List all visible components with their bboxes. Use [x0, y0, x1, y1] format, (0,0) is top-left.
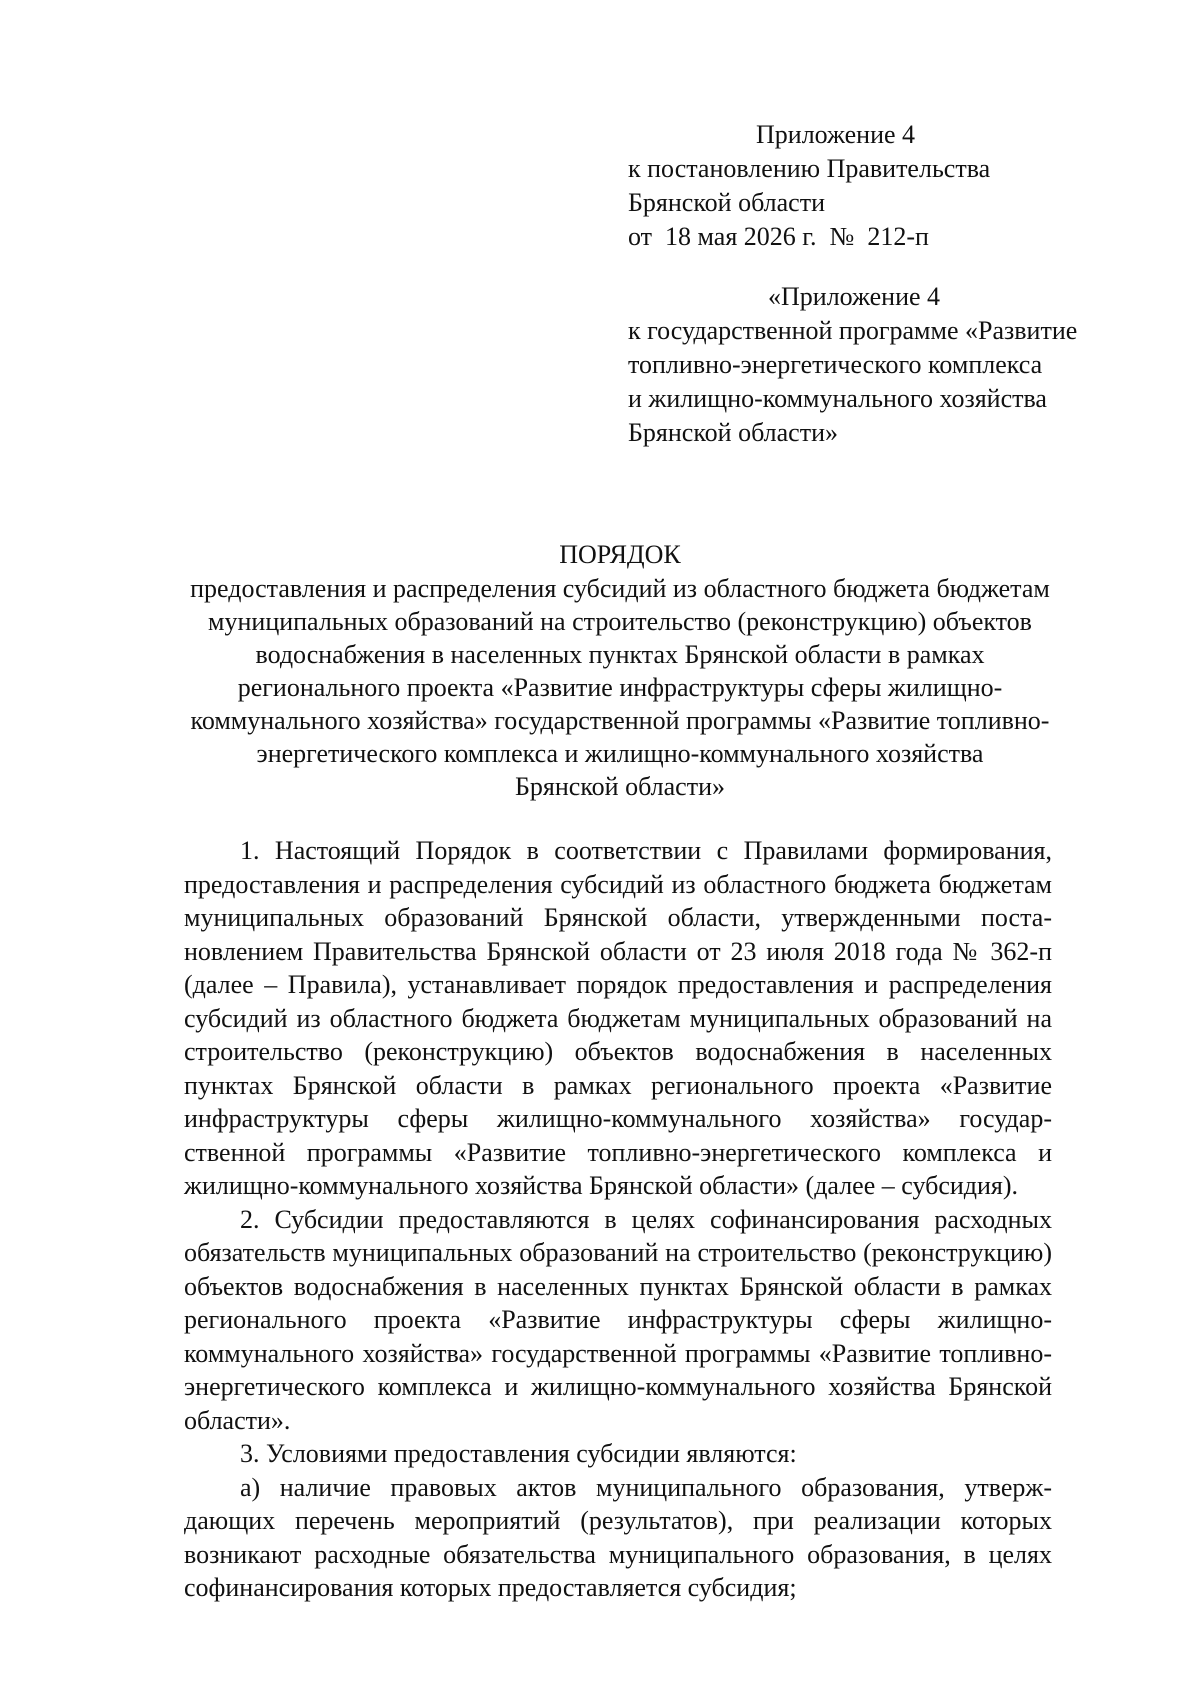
document-title-line: коммунального хозяйства» государственной программы «Развитие топливно- — [190, 706, 1050, 735]
decree-appendix-header — [628, 118, 990, 254]
document-title-line: предоставления и распределения субсидий из областного бюджета бюджетам — [190, 574, 1050, 603]
paragraph-3a: а) наличие правовых актов муниципального образования, утверждающих перечень мероприятий (результатов), при реализации которых возникают расходные обязательства муниципального образования, в целях софинансирования которых предоставляется субсидия; — [184, 1472, 1052, 1602]
program-appendix-line: Брянской области» — [628, 418, 838, 447]
document-title-line: регионального проекта «Развитие инфраструктуры сферы жилищно- — [237, 673, 1003, 702]
document-title-line: Брянской области» — [515, 772, 725, 801]
paragraph-2: 2. Субсидии предоставляются в целях софинансирования расходных обязательств муниципальных образований на строительство (реконструкцию) объектов водоснабжения в населенных пунктах Брянской области в рамках регионального проекта «Развитие инфраструктуры сферы жилищно-коммунального хозяйства» государственной программы «Развитие топливно-энергетического комплекса и жилищно-коммунального хозяйства Брянской области». — [184, 1204, 1052, 1435]
document-title-block — [180, 538, 1060, 803]
program-appendix-line: топливно-энергетического комплекса — [628, 350, 1043, 379]
paragraph-1: 1. Настоящий Порядок в соответствии с Правилами формирования, предоставления и распределения субсидий из областного бюджета бюджетам муниципальных образований Брянской области, утвержденными постановлением Правительства Брянской области от 23 июля 2018 года № 362-п (далее – Правила), устанавливает порядок предоставления и распределения субсидий из областного бюджета бюджетам муниципальных образований на строительство (реконструкцию) объектов водоснабжения в населенных пунктах Брянской области в рамках регионального проекта «Развитие инфраструктуры сферы жилищно-коммунального хозяйства» государственной программы «Развитие топливно-энергетического комплекса и жилищно-коммунального хозяйства Брянской области» (далее – субсидия). — [184, 836, 1052, 1200]
program-appendix-line: и жилищно-коммунального хозяйства — [628, 384, 1047, 413]
document-title-line: муниципальных образований на строительство (реконструкцию) объектов — [208, 607, 1032, 636]
document-heading: ПОРЯДОК — [559, 540, 681, 569]
document-title-line: водоснабжения в населенных пунктах Брянской области в рамках — [255, 640, 985, 669]
document-title-line: энергетического комплекса и жилищно-коммунального хозяйства — [256, 739, 984, 768]
paragraph-3: 3. Условиями предоставления субсидии являются: — [240, 1439, 797, 1468]
program-appendix-header — [628, 280, 1077, 450]
decree-appendix-line: Брянской области — [628, 188, 825, 217]
program-appendix-line: к государственной программе «Развитие — [628, 316, 1078, 345]
decree-appendix-line: Приложение 4 — [756, 120, 916, 149]
decree-appendix-date-number: от 18 мая 2026 г. № 212-п — [628, 222, 929, 251]
document-body — [184, 834, 1052, 1605]
program-appendix-line: «Приложение 4 — [768, 282, 941, 311]
decree-appendix-line: к постановлению Правительства — [628, 154, 991, 183]
